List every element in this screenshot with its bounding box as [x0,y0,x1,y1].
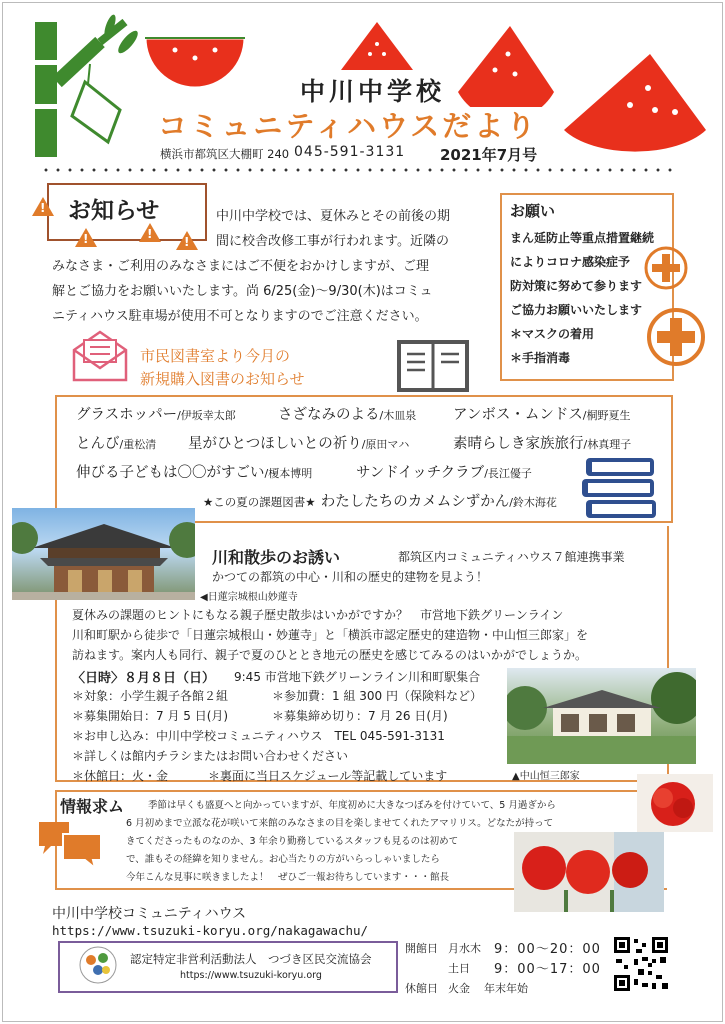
info-line: 今年こんな見事に咲きましたよ！ ぜひご一報お待ちしています・・・館長 [126,872,450,883]
notice-line: 解とご協力をお願いいたします。尚 6/25(金)～9/30(木)はコミュ [52,284,433,299]
association-url[interactable]: https://www.tsuzuki-koryu.org [180,970,322,981]
book-row [453,432,631,453]
qr-code-icon[interactable] [612,935,670,993]
summer-book-row [203,490,557,511]
hours1-days: 月水木 [448,942,481,955]
info-heading: 情報求ム [60,797,125,816]
warning-icon [139,223,161,242]
notice-line: みなさま・ご利用のみなさまにはご不便をおかけしますが、ご理 [52,259,430,274]
footer-org-name: 中川中学校コミュニティハウス [52,906,247,922]
book-title: さざなみのよる [278,407,380,423]
warning-icon [75,228,97,247]
phone: 045-591-3131 [294,144,406,160]
hours2-days: 土日 [448,962,470,975]
book-title: 伸びる子どもは〇〇がすごい [76,465,265,481]
school-name: 中川中学校 [300,77,446,106]
walk-subheading: 都筑区内コミュニティハウス７館連携事業 [398,550,625,564]
open-book-icon [395,338,471,394]
bamboo-illustration [30,12,145,160]
walk-start: ＊募集開始日：7 月 5 日(月) [72,709,229,723]
newsletter-title: コミュニティハウスだより [158,109,539,143]
book-row [76,432,156,453]
walk-body-line: 訪ねます。案内人も同行、親子で夏のひととき地元の歴史を感じてみるのはいかがでしょうか。 [72,648,588,662]
temple-caption: ◀日蓮宗城根山妙蓮寺 [200,592,298,603]
walk-schedule: ＊裏面に当日スケジュール等記載しています [208,769,448,783]
walk-body-line: 夏休みの課題のヒントにもなる親子歴史散歩はいかがですか？ 市営地下鉄グリーンライン [72,608,564,622]
medical-cross-icon [643,245,689,291]
walk-fee: ＊参加費：1 組 300 円（保険料など） [272,689,482,703]
summer-book-author: /鈴木海花 [509,496,557,509]
notice-heading: お知らせ [68,198,160,224]
medical-cross-icon [645,306,707,368]
walk-apply: ＊お申し込み：中川中学校コミュニティハウス TEL 045-591-3131 [72,729,445,743]
request-line: まん延防止等重点措置継続 [510,231,655,245]
amaryllis-photo [637,774,713,832]
walk-heading: 川和散歩のお誘い [212,548,341,567]
walk-details: ＊詳しくは館内チラシまたはお問い合わせください [72,749,349,763]
book-author: /榎本博明 [264,467,313,480]
book-row [188,432,409,453]
walk-deadline: ＊募集締め切り：7 月 26 日(月) [272,709,448,723]
book-title: グラスホッパー [76,407,178,423]
address: 横浜市都筑区大棚町 240 [160,147,290,161]
mail-icon [70,328,130,384]
info-line: で、誰もその経緯を知りません。お心当たりの方がいらっしゃいましたら [126,854,440,865]
warning-icon [176,231,198,250]
warning-icon [32,197,54,216]
book-author: /重松清 [119,438,157,451]
book-row [278,403,416,424]
book-author: /伊坂幸太郎 [177,409,236,422]
book-title: とんび [76,436,120,452]
book-row [76,461,312,482]
watermelon-icon [337,18,417,78]
book-author: /原田マハ [361,438,410,451]
walk-box-left-border [55,600,57,780]
chat-bubbles-icon [35,818,107,870]
info-line: きてくださったものなのか、3 年余り勤務しているスタッフも見るのは初めて [126,836,459,847]
walk-date-detail: 9:45 市営地下鉄グリーンライン川和町駅集合 [234,670,481,684]
book-title: 素晴らしき家族旅行 [453,436,584,452]
closed-extra: 年末年始 [484,982,528,995]
association-name: 認定特定非営利活動法人 つづき区民交流協会 [130,952,372,966]
closed-days: 火金 [448,982,470,995]
request-line: ＊マスクの着用 [510,327,595,341]
summer-book-title: わたしたちのカメムシずかん [320,494,510,510]
walk-tagline: かつての都筑の中心・川和の歴史的建物を見よう！ [212,570,489,584]
notice-line: 中川中学校では、夏休みとその前後の期 [216,209,451,224]
issue-date: 2021年7月号 [440,146,538,164]
info-line: 季節は早くも盛夏へと向かっていますが、年度初めに大きなつぼみを付けていて、5 月過ぎから [148,800,556,811]
watermelon-icon [140,28,250,98]
book-author: /長江優子 [484,467,532,480]
book-title: 星がひとつほしいとの祈り [188,436,362,452]
request-line: 防対策に努めて参ります [510,279,643,293]
watermelon-icon [450,22,560,107]
book-author: /桐野夏生 [582,409,631,422]
association-logo-icon [78,944,118,986]
notice-line: ニティハウス駐車場が使用不可となりますのでご注意ください。 [52,309,428,324]
library-heading-line1: 市民図書室より今月の [140,347,291,365]
request-line: によりコロナ感染症予 [510,255,631,269]
hours2-time: 9：00～17：00 [494,962,601,977]
notice-line: 間に校舎改修工事が行われます。近隣の [216,234,449,249]
request-heading: お願い [510,202,556,220]
walk-target: ＊対象：小学生親子各館２組 [72,689,229,703]
footer-url[interactable]: https://www.tsuzuki-koryu.org/nakagawachu/ [52,923,369,938]
hours1-time: 9：00～20：00 [494,942,601,957]
book-author: /木皿泉 [379,409,417,422]
house-photo [507,668,696,764]
summer-book-label: ★この夏の課題図書★ [203,495,316,509]
book-row [453,403,631,424]
hours-label: 開館日 [405,942,438,955]
amaryllis-photo [514,832,664,912]
book-row [356,461,532,482]
closed-label: 休館日 [405,982,438,995]
book-title: サンドイッチクラブ [356,465,485,481]
dotted-divider [40,168,680,172]
info-line: 6 月初めまで立派な花が咲いて来館のみなさまの目を楽しませてくれたアマリリス。どなたが持って [126,818,554,829]
walk-date-label: 〈日時〉８月８日（日） [72,671,216,686]
book-stack-icon [578,452,662,524]
house-caption: ▲中山恒三郎家 [512,771,580,782]
book-author: /林真理子 [583,438,632,451]
library-heading-line2: 新規購入図書のお知らせ [140,370,305,388]
book-title: アンボス・ムンドス [453,407,583,423]
walk-body-line: 川和町駅から徒歩で「日蓮宗城根山・妙蓮寺」と「横浜市認定歴史的建造物・中山恒三郎家」を [72,628,589,642]
request-line: ご協力お願いいたします [510,303,643,317]
request-line: ＊手指消毒 [510,351,571,365]
walk-closed: ＊休館日：火・金 [72,769,169,783]
watermelon-icon [560,50,710,155]
book-row [76,403,236,424]
